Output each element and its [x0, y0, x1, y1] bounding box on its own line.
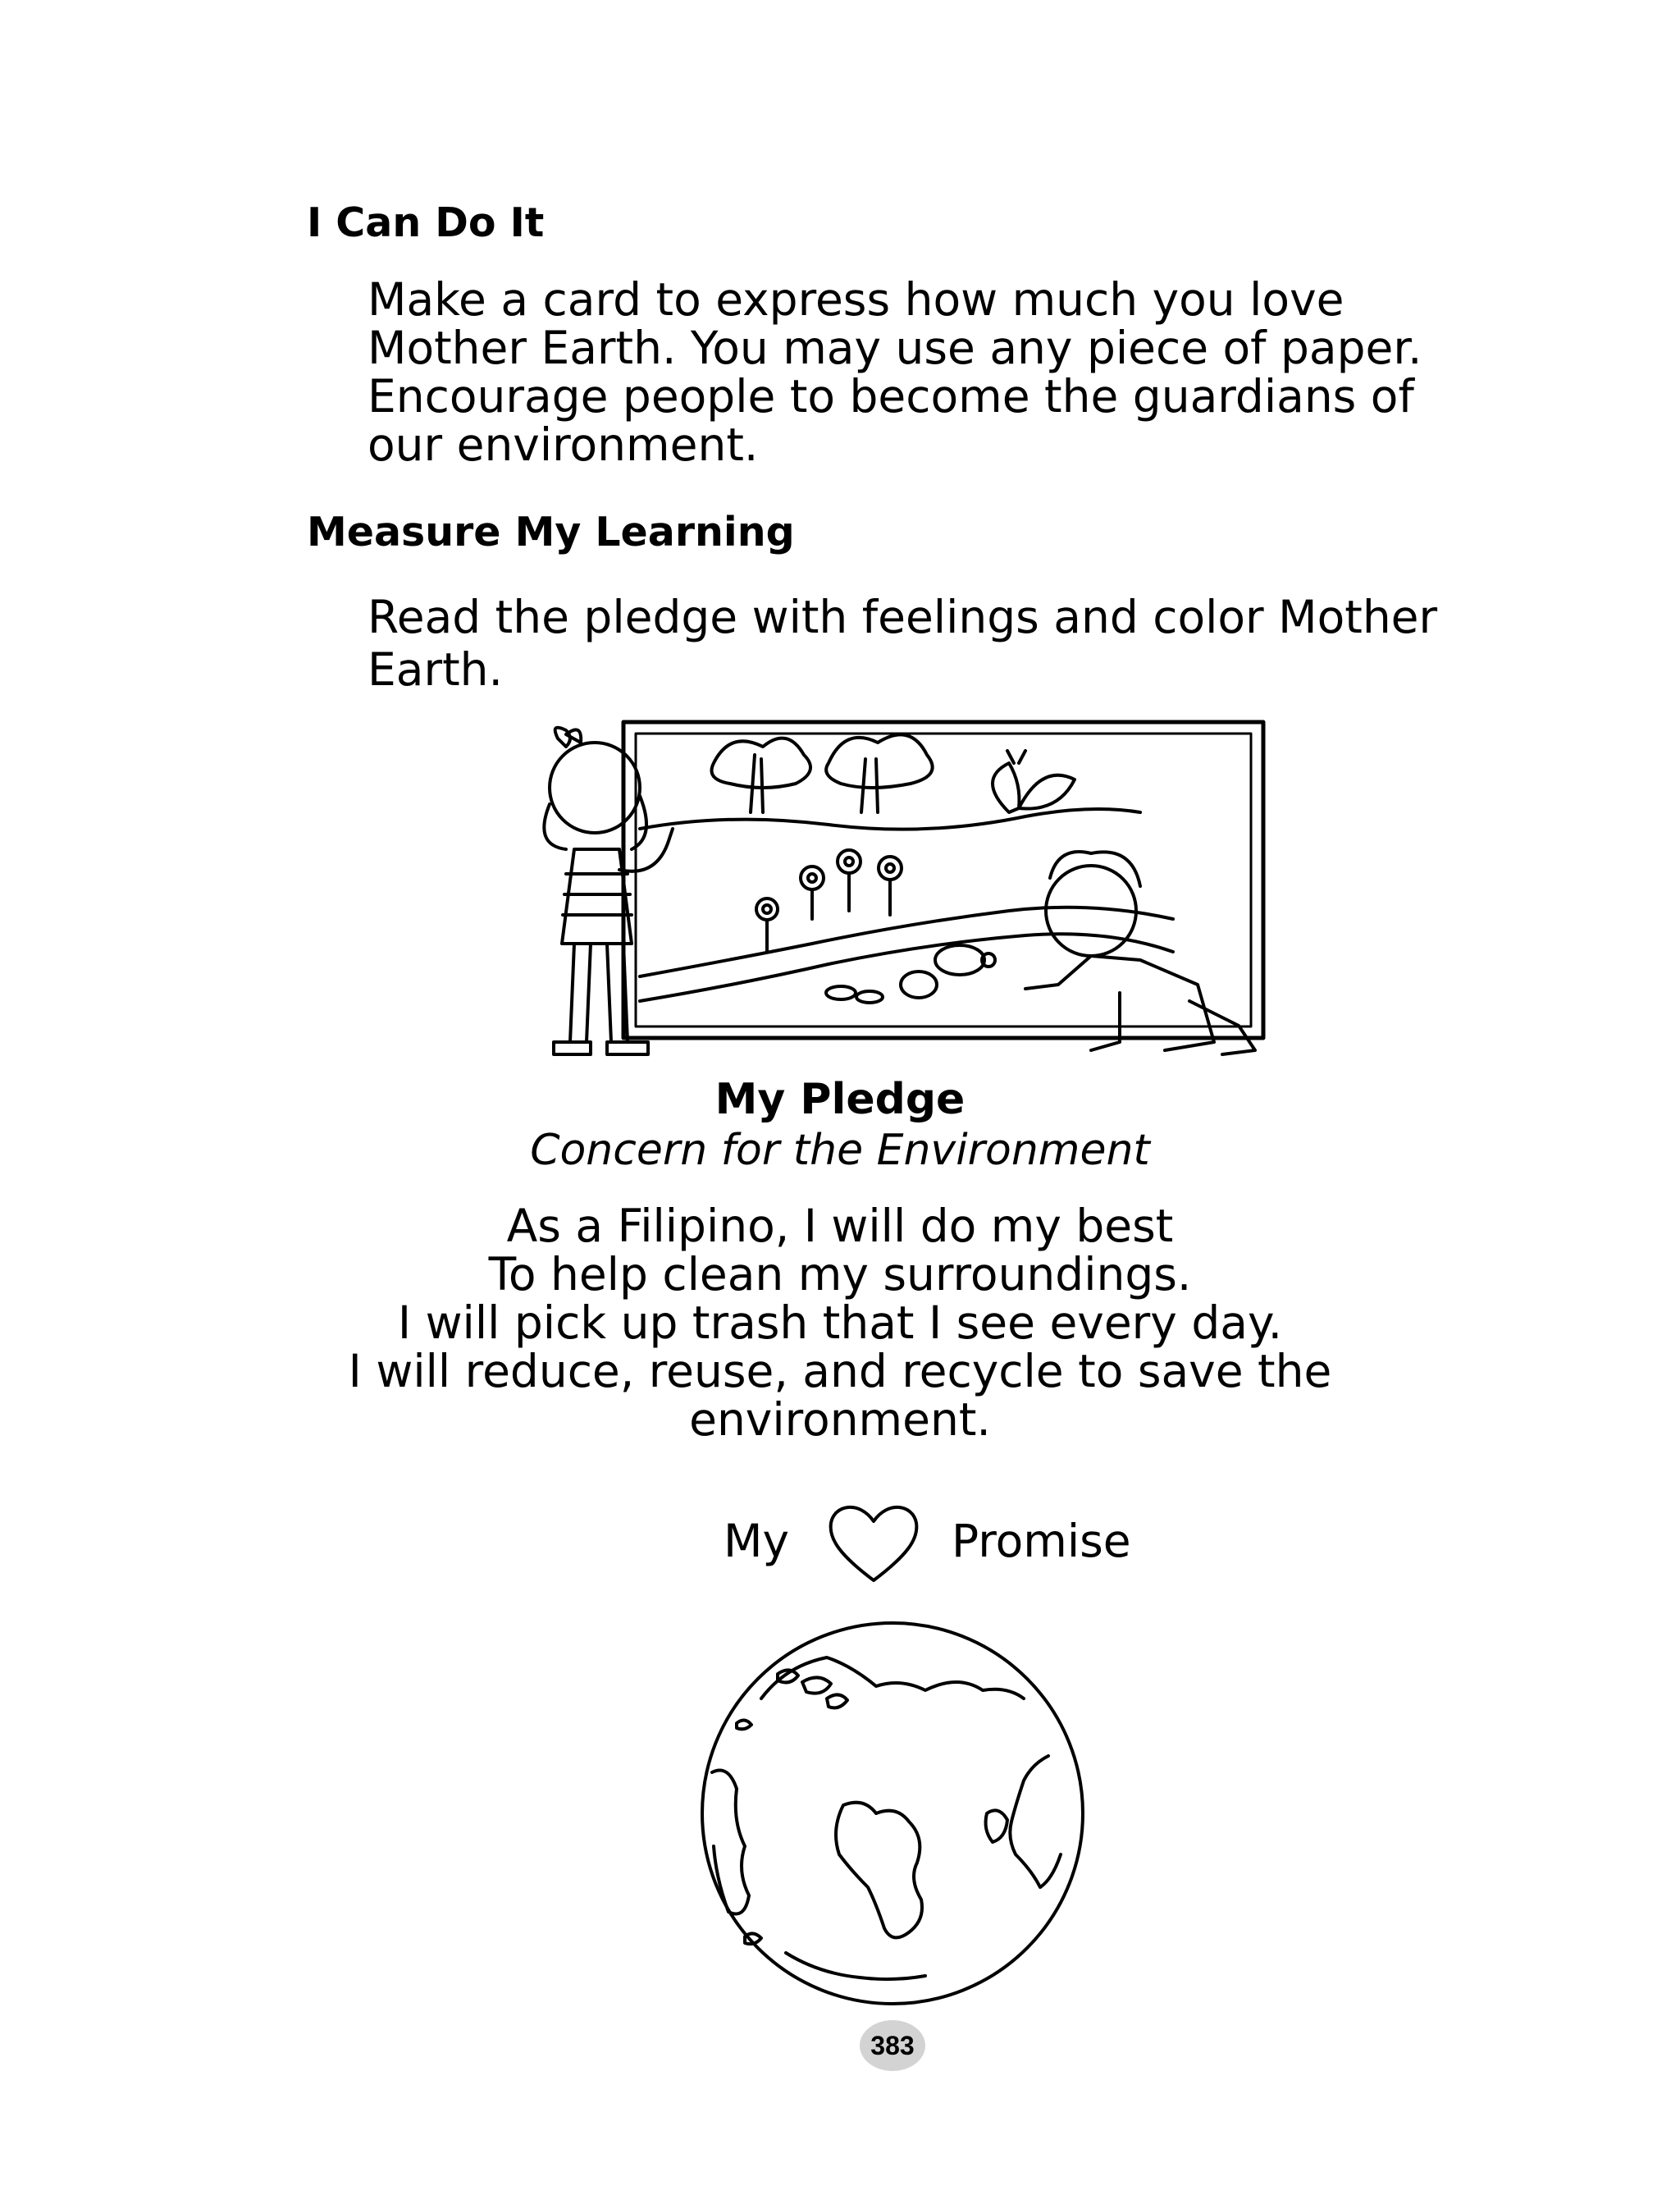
page-number: 383	[860, 2020, 925, 2071]
instruction-line: Earth.	[368, 643, 503, 696]
heart-icon	[824, 1498, 923, 1589]
instruction-line: Read the pledge with feelings and color Mother	[368, 591, 1438, 643]
promise-line	[0, 1498, 1680, 1597]
pledge-line: environment.	[689, 1393, 991, 1446]
instruction-line: Make a card to express how much you love	[368, 273, 1344, 326]
promise-word-promise: Promise	[952, 1515, 1131, 1567]
section-heading-measure-my-learning: Measure My Learning	[307, 509, 795, 556]
promise-word-my: My	[724, 1515, 790, 1567]
section-heading-i-can-do-it: I Can Do It	[307, 199, 545, 246]
instruction-line: Mother Earth. You may use any piece of paper.	[368, 322, 1422, 374]
earth-globe-illustration	[687, 1608, 1098, 2019]
instruction-paragraph	[368, 591, 1516, 696]
pledge-line: As a Filipino, I will do my best	[506, 1200, 1174, 1252]
children-drawing-illustration	[517, 714, 1296, 1083]
pledge-line: I will pick up trash that I see every day.	[397, 1296, 1283, 1349]
pledge-line: I will reduce, reuse, and recycle to save the	[348, 1345, 1332, 1397]
pledge-subtitle: Concern for the Environment	[530, 1126, 1150, 1175]
instruction-paragraph	[368, 273, 1516, 471]
instruction-line: Encourage people to become the guardians of	[368, 370, 1414, 423]
instruction-line: our environment.	[368, 418, 759, 471]
pledge-line: To help clean my surroundings.	[488, 1248, 1192, 1301]
pledge-text	[0, 1202, 1680, 1444]
pledge-title: My Pledge	[714, 1075, 966, 1124]
